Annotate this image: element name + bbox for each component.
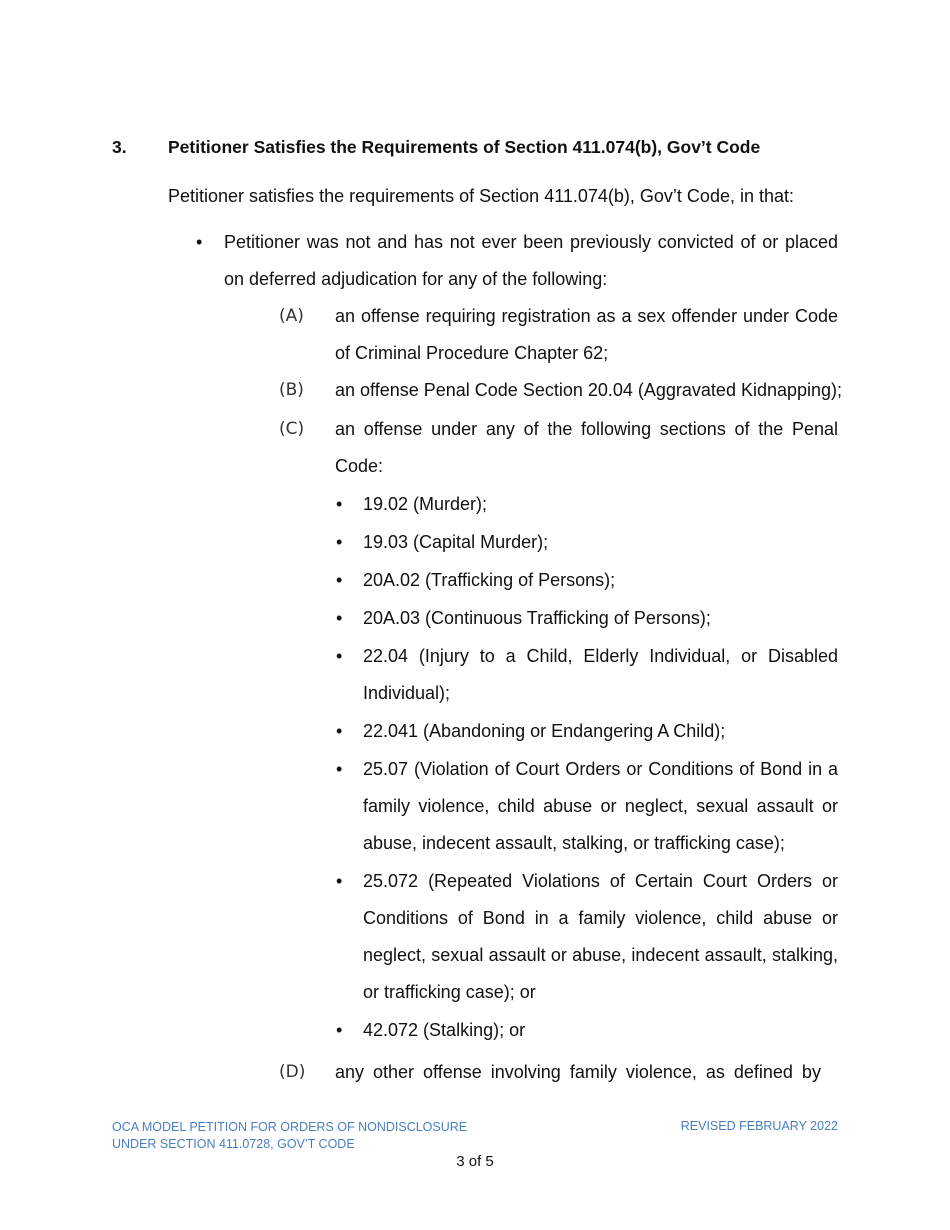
footer-title-line2: UNDER SECTION 411.0728, GOV’T CODE [112,1137,355,1151]
sub-list-item [336,863,838,1011]
sub-item-text: 25.07 (Violation of Court Orders or Conditions of Bond in a family violence, child abuse or neglect, sexual assault or abuse, indecent assault, stalking, or trafficking case); [363,759,838,853]
footer-title-line1: OCA MODEL PETITION FOR ORDERS OF NONDISCLOSURE [112,1120,468,1134]
item-letter: (D) [279,1062,306,1082]
bullet-icon: • [336,646,343,666]
sub-list-item [336,1012,838,1049]
sub-item-text: 20A.03 (Continuous Trafficking of Persons); [363,608,711,628]
list-item-a [279,298,838,372]
bullet-icon: • [336,759,343,779]
item-text: any other offense involving family violence, as defined by [335,1062,821,1082]
list-item-c [279,411,838,485]
item-letter: (A) [279,306,304,326]
sub-item-text: 22.041 (Abandoning or Endangering A Child); [363,721,726,741]
sub-list-item [336,524,838,561]
sub-list-item [336,600,838,637]
sub-list-item [336,486,838,523]
footer-left [112,1119,467,1153]
sub-list-item [336,638,838,712]
bullet-icon: • [196,232,203,252]
bullet-icon: • [336,608,343,628]
sub-item-text: 25.072 (Repeated Violations of Certain Court Orders or Conditions of Bond in a family violence, child abuse or neglect, sexual assault or abuse, indecent assault, stalking, or trafficking case); or [363,871,838,1002]
bullet-icon: • [336,871,343,891]
footer-revision: REVISED FEBRUARY 2022 [680,1119,838,1133]
sub-item-text: 20A.02 (Trafficking of Persons); [363,570,616,590]
section-number: 3. [112,137,127,157]
item-text: an offense requiring registration as a sex offender under Code of Criminal Procedure Chapter 62; [335,306,838,363]
page-number: 3 of 5 [456,1153,494,1170]
section-heading [112,137,760,158]
item-letter: (C) [279,419,305,439]
sub-list-item [336,713,838,750]
sub-item-text: 22.04 (Injury to a Child, Elderly Individual, or Disabled Individual); [363,646,838,703]
sub-item-text: 42.072 (Stalking); or [363,1020,526,1040]
list-item-d [279,1054,838,1091]
bullet-icon: • [336,570,343,590]
main-bullet-text: Petitioner was not and has not ever been previously convicted of or placed on deferred adjudication for any of the following: [224,232,838,289]
sub-list-item [336,562,838,599]
sub-item-text: 19.02 (Murder); [363,494,488,514]
bullet-icon: • [336,532,343,552]
main-bullet-item [196,224,838,298]
bullet-icon: • [336,1020,343,1040]
item-text: an offense Penal Code Section 20.04 (Aggravated Kidnapping); [335,380,843,400]
sub-item-text: 19.03 (Capital Murder); [363,532,549,552]
intro-paragraph: Petitioner satisfies the requirements of Section 411.074(b), Gov’t Code, in that: [168,186,795,206]
sub-list-item [336,751,838,862]
bullet-icon: • [336,721,343,741]
list-item-b [279,372,843,409]
item-letter: (B) [279,380,304,400]
section-title: Petitioner Satisfies the Requirements of Section 411.074(b), Gov’t Code [168,137,761,157]
bullet-icon: • [336,494,343,514]
item-text: an offense under any of the following sections of the Penal Code: [335,419,838,476]
